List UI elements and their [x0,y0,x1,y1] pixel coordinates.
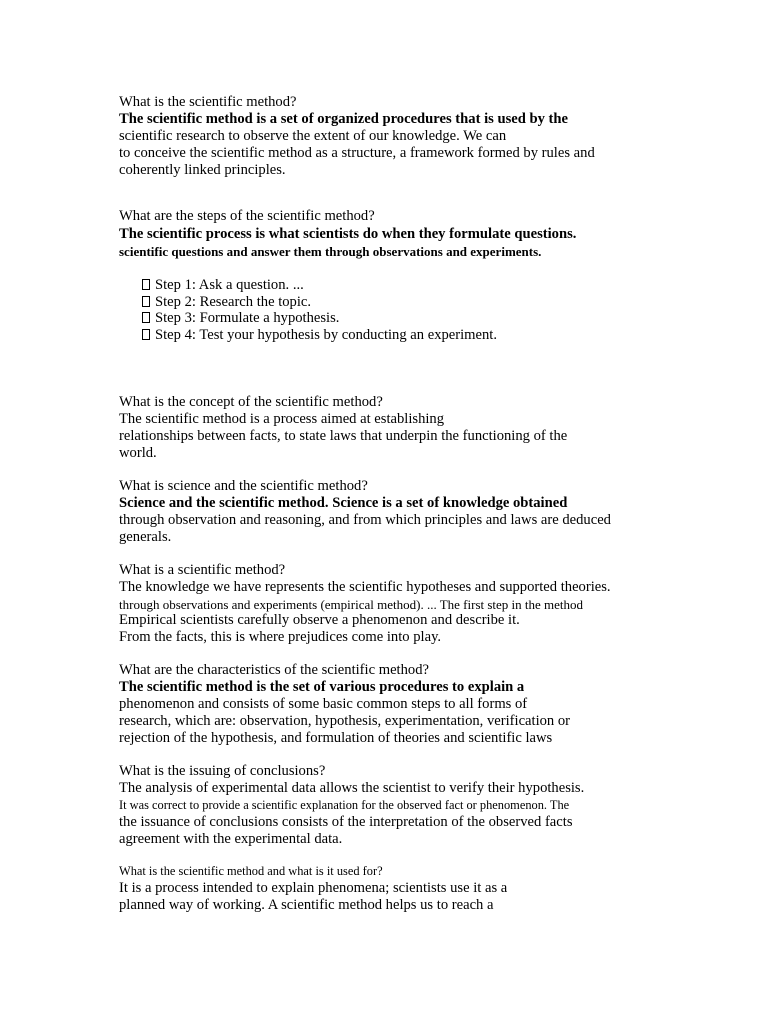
answer-line: From the facts, this is where prejudices come into play. [119,629,442,645]
bullet-box-icon [142,329,150,340]
question-heading: What are the steps of the scientific method? [119,208,375,224]
answer-line: planned way of working. A scientific method helps us to reach a [119,897,494,913]
step-text: Step 3: Formulate a hypothesis. [155,310,340,326]
question-heading: What is the concept of the scientific method? [119,394,383,410]
question-heading: What is the scientific method and what is it used for? [119,864,383,878]
answer-line: coherently linked principles. [119,162,286,178]
answer-line: The analysis of experimental data allows the scientist to verify their hypothesis. [119,780,585,796]
answer-line: research, which are: observation, hypothesis, experimentation, verification or [119,713,571,729]
answer-line: scientific research to observe the extent of our knowledge. We can [119,128,507,144]
question-heading: What is the issuing of conclusions? [119,763,326,779]
step-text: Step 2: Research the topic. [155,294,312,310]
answer-line: scientific questions and answer them through observations and experiments. [119,244,542,259]
answer-line: world. [119,445,157,461]
question-heading: What is the scientific method? [119,94,297,110]
list-item [142,277,304,294]
list-item [142,327,497,344]
answer-line: The scientific method is the set of various procedures to explain a [119,679,525,695]
question-heading: What are the characteristics of the scientific method? [119,662,429,678]
answer-line: Science and the scientific method. Science is a set of knowledge obtained [119,495,568,511]
answer-line: It was correct to provide a scientific explanation for the observed fact or phenomenon. The [119,798,570,812]
answer-line: phenomenon and consists of some basic common steps to all forms of [119,696,528,712]
question-heading: What is science and the scientific method? [119,478,368,494]
answer-line: rejection of the hypothesis, and formulation of theories and scientific laws [119,730,553,746]
answer-line: The scientific process is what scientists do when they formulate questions. [119,226,577,242]
answer-line: the issuance of conclusions consists of the interpretation of the observed facts [119,814,573,830]
answer-line: Empirical scientists carefully observe a phenomenon and describe it. [119,612,520,628]
answer-line: relationships between facts, to state laws that underpin the functioning of the [119,428,568,444]
answer-line: The knowledge we have represents the scientific hypotheses and supported theories. [119,579,611,595]
answer-line: It is a process intended to explain phenomena; scientists use it as a [119,880,508,896]
step-text: Step 4: Test your hypothesis by conducting an experiment. [155,327,498,343]
answer-line: through observations and experiments (empirical method). ... The first step in the method [119,597,584,612]
step-text: Step 1: Ask a question. ... [155,277,304,293]
answer-line: The scientific method is a set of organized procedures that is used by the [119,111,569,127]
answer-line: to conceive the scientific method as a structure, a framework formed by rules and [119,145,595,161]
answer-line: generals. [119,529,172,545]
list-item [142,294,311,311]
answer-line: agreement with the experimental data. [119,831,343,847]
question-heading: What is a scientific method? [119,562,286,578]
answer-line: through observation and reasoning, and from which principles and laws are deduced [119,512,611,528]
bullet-box-icon [142,279,150,290]
bullet-box-icon [142,296,150,307]
bullet-box-icon [142,312,150,323]
answer-line: The scientific method is a process aimed at establishing [119,411,445,427]
list-item [142,310,339,327]
